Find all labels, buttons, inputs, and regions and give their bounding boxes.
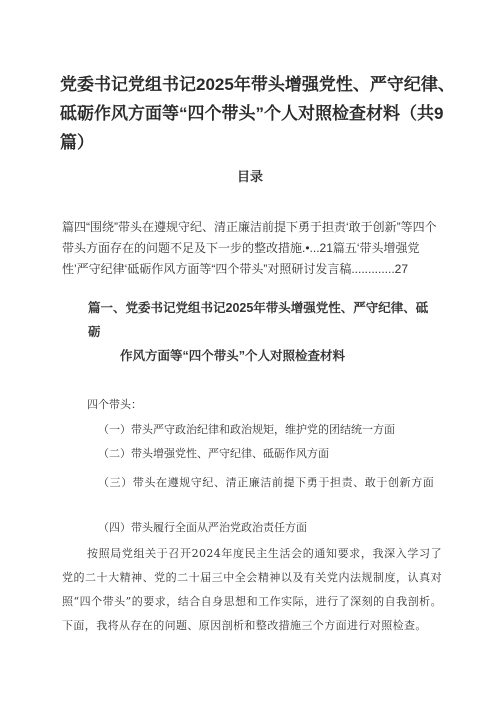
section-title xyxy=(88,296,438,368)
section-title-line1: 篇一、党委书记党组书记2025年带头增强党性、严守纪律、砥砺 xyxy=(88,301,429,339)
four-leads-label: 四个带头： xyxy=(87,398,142,411)
list-item: （三）带头在遵规守纪、清正廉洁前提下勇于担责、敢于创新方面 xyxy=(98,476,435,489)
toc-entry[interactable]: 篇四“围绕”带头在遵规守纪、清正廉洁前提下勇于担责‘敢于创新”等四个带头方面存在的问题不足及下一步的整改措施.•...21篇五‘带头增强党性’严守纪律‘砥砺作风方面等“四个带头”对照研讨发言稿.............27 xyxy=(62,220,437,276)
document-title: 党委书记党组书记2025年带头增强党性、严守纪律、砥砺作风方面等“四个带头”个人对照检查材料（共9篇） xyxy=(60,75,455,152)
list-item: （二）带头增强党性、严守纪律、砥砺作风方面 xyxy=(98,447,329,460)
list-item: （四）带头履行全面从严治党政治责任方面 xyxy=(98,521,307,534)
list-item: （一）带头严守政治纪律和政治规矩，维护党的团结统一方面 xyxy=(98,423,395,436)
toc-heading: 目录 xyxy=(236,169,263,184)
body-paragraph: 按照局党组关于召开2024年度民主生活会的通知要求，我深入学习了党的二十大精神、党的二十届三中全会精神以及有关党内法规制度，认真对照“四个带头”的要求，结合自身思想和工作实际，进行了深刻的自我剖析。下面，我将从存在的问题、原因剖析和整改措施三个方面进行对照检查。 xyxy=(62,547,442,632)
section-title-line2: 作风方面等“四个带头”个人对照检查材料 xyxy=(120,349,346,363)
